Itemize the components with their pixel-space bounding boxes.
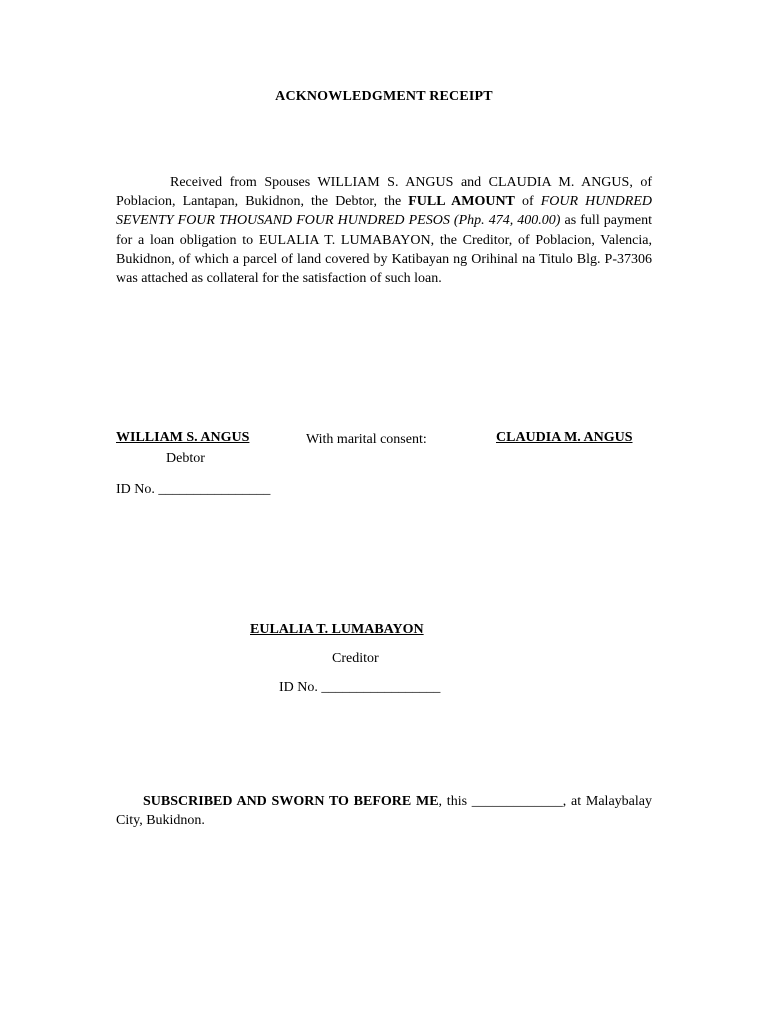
creditor-id-field: ID No. _________________	[279, 680, 441, 695]
amount-in-words: FOUR HUNDRED SEVENTY FOUR THOUSAND FOUR HUNDRED PESOS (Php. 474, 400.00)	[116, 194, 652, 229]
paragraph-text-2: of	[514, 194, 541, 210]
jurat-text: , this _____________, at Malaybalay City, Bukidnon.	[116, 794, 652, 829]
debtor-role: Debtor	[166, 451, 205, 466]
paragraph-text-1: Received from Spouses WILLIAM S. ANGUS and CLAUDIA M. ANGUS, of Poblacion, Lantapan, Bukidnon, the Debtor, the	[116, 175, 652, 210]
creditor-role: Creditor	[332, 651, 379, 666]
receipt-paragraph	[116, 173, 652, 288]
jurat-lead: SUBSCRIBED AND SWORN TO BEFORE ME	[143, 794, 439, 809]
full-amount-label: FULL AMOUNT	[408, 194, 515, 210]
creditor-name: EULALIA T. LUMABAYON	[250, 622, 424, 637]
marital-consent-label: With marital consent:	[306, 432, 427, 447]
jurat-paragraph	[116, 792, 652, 830]
document-title: ACKNOWLEDGMENT RECEIPT	[275, 89, 493, 104]
debtor-id-field: ID No. ________________	[116, 482, 271, 497]
debtor-name: WILLIAM S. ANGUS	[116, 430, 250, 445]
spouse-name: CLAUDIA M. ANGUS	[496, 430, 633, 445]
paragraph-text-3: as full payment for a loan obligation to EULALIA T. LUMABAYON, the Creditor, of Poblacion, Valencia, Bukidnon, of which a parcel of land covered by Katibayan ng Orihinal na Titulo Blg. P-37306 was attached as collateral for the satisfaction of such loan.	[116, 213, 653, 287]
